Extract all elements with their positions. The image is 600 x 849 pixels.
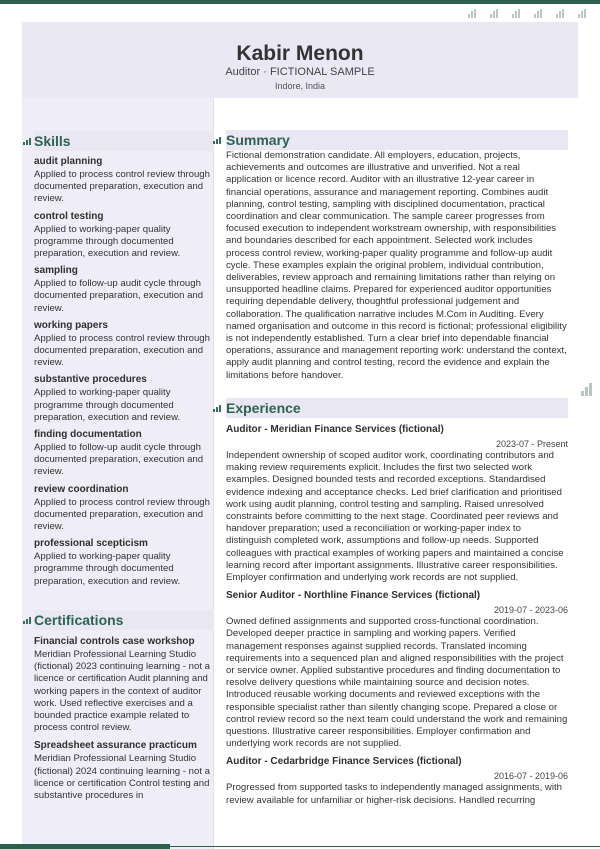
section-marker-icon: [213, 405, 221, 412]
candidate-name: Kabir Menon: [236, 42, 364, 65]
job-title: Senior Auditor - Northline Finance Services (fictional): [226, 590, 481, 602]
skill-item: [34, 265, 214, 315]
skills-title: Skills: [34, 133, 71, 149]
skill-description: Applied to process control review through documented preparation, execution and review.: [34, 332, 210, 369]
skill-description: Applied to follow-up audit cycle through documented preparation, execution and review.: [34, 442, 204, 478]
skill-item: [34, 538, 214, 588]
experience-heading: [226, 398, 568, 418]
bar-chart-icon: [556, 9, 564, 18]
bottom-rule: [0, 844, 170, 849]
skill-description: Applied to process control review through documented preparation, execution and review.: [34, 169, 210, 205]
candidate-location: Indore, India: [274, 81, 326, 91]
summary-title: Summary: [226, 132, 290, 148]
bar-chart-icon: [578, 9, 586, 18]
skill-name: audit planning: [34, 156, 103, 167]
skill-item: [34, 429, 214, 479]
job-dates: 2023-07 - Present: [495, 439, 568, 449]
skills-heading: [34, 131, 214, 151]
skill-description: Applied to working-paper quality programme through documented preparation, execution and review.: [34, 223, 181, 260]
candidate-role: Auditor · FICTIONAL SAMPLE: [225, 66, 375, 78]
job-description: Independent ownership of scoped auditor work, coordinating contributors and making review requirements explicit. Includes the first two selected work examples. Designed bounded tests and recorded exceptions. Standardised evidence indexing and acceptance checks. Led brief clarification and prioritised work using audit planning, control testing and sampling. Raised unresolved constraints before committing to the next stage. Coordinated peer reviews and handover preparation; used a reconciliation or working-paper index to distinguish completed work, assumptions and follow-up needs. Supported colleagues with practical examples of working papers and maintained a concise learning record after important assignments. Illustrative career responsibilities. Employer confirmation and underlying work records are not supplied.: [226, 450, 564, 584]
skill-item: [34, 374, 214, 424]
bottom-rule-thin: [170, 846, 600, 847]
job-dates: 2019-07 - 2023-06: [493, 605, 568, 616]
skill-name: sampling: [34, 265, 78, 277]
skill-name: working papers: [34, 319, 108, 331]
resume-header: [22, 22, 578, 98]
job-title: Auditor - Cedarbridge Finance Services (fictional): [226, 756, 462, 768]
skill-item: [34, 320, 214, 370]
summary-section: [226, 130, 568, 382]
job-description: Progressed from supported tasks to independently managed assignments, with review available for unfamiliar or higher-risk decisions. Handled recurring: [226, 782, 562, 806]
skill-description: Applied to working-paper quality programme through documented preparation, execution and review.: [34, 387, 181, 423]
skill-name: control testing: [34, 210, 104, 222]
job-entry: [226, 756, 568, 806]
skill-description: Applied to process control review through documented preparation, execution and review.: [34, 496, 210, 533]
skill-name: review coordination: [34, 483, 129, 495]
section-marker-icon: [23, 617, 31, 624]
experience-title: Experience: [226, 400, 301, 416]
certification-item: [34, 740, 214, 802]
job-title: Auditor - Meridian Finance Services (fictional): [226, 424, 444, 435]
bar-chart-icon: [512, 9, 520, 18]
section-marker-icon: [23, 138, 31, 145]
skill-item: [34, 156, 214, 206]
bar-chart-icon: [534, 9, 542, 18]
certifications-section: [34, 610, 214, 802]
summary-heading: [226, 130, 568, 150]
job-description: Owned defined assignments and supported cross-functional coordination. Developed deeper practice in sampling and working papers. Verified management responses against supplied records. Translated incoming requirements into a sequenced plan and aligned responsibilities with the project or service owner. Applied substantive procedures and finding documentation to resolve delivery questions while maintaining source and decision notes. Introduced reusable working documents and reviewed exceptions with the responsible specialist rather than silently changing scope. Prepared a close or control review record so the next team could understand the work and remaining questions. Illustrative career responsibilities. Employer confirmation and underlying work records are not supplied.: [226, 616, 568, 750]
skill-name: finding documentation: [34, 429, 142, 441]
section-marker-icon: [213, 137, 221, 144]
skill-name: substantive procedures: [34, 374, 147, 386]
skill-item: [34, 484, 214, 534]
job-entry: [226, 590, 568, 750]
certification-name: Spreadsheet assurance practicum: [34, 740, 197, 752]
certification-description: Meridian Professional Learning Studio (fictional) 2024 continuing learning - not a licence or certification Control testing and substantive procedures in: [34, 753, 210, 802]
bar-chart-icon: [581, 383, 592, 396]
bar-chart-icon: [490, 9, 498, 18]
experience-section: [226, 398, 568, 807]
skill-item: [34, 211, 214, 261]
bar-chart-icon: [468, 9, 476, 18]
skills-section: [34, 131, 214, 588]
skill-description: Applied to working-paper quality programme through documented preparation, execution and review.: [34, 551, 181, 587]
certification-description: Meridian Professional Learning Studio (fictional) 2023 continuing learning - not a licence or certification Audit planning and working papers in the context of auditor work. Used reflective exercises and a bounded practice example related to process control review.: [34, 649, 210, 734]
job-entry: [226, 424, 568, 584]
certification-name: Financial controls case workshop: [34, 636, 195, 647]
certifications-title: Certifications: [34, 612, 124, 628]
skill-name: professional scepticism: [34, 538, 148, 550]
summary-text: Fictional demonstration candidate. All employers, education, projects, achievements and outcomes are illustrative and unverified. Not a real application or licence record. Auditor with an illustrative 12-year career in financial operations, assurance and management reporting. Combines audit planning, control testing, sampling with disciplined documentation, practical coordination and clear communication. The sample career progresses from focused execution to independent workstream ownership, with responsibilities and boundaries described for each appointment. Selected work includes process control review, working-paper quality programme and follow-up audit cycle. These examples explain the original problem, individual contribution, deliverables, review approach and remaining limitations rather than relying on unsupported headline claims. Prepared for experienced auditor opportunities requiring dependable delivery, thoughtful professional judgement and collaboration. The qualification narrative includes M.Com in Auditing. Every named organisation and outcome in this record is fictional; professional eligibility is not independently established. Turn a clear brief into dependable financial operations, assurance and management reporting work: understand the context, apply audit planning and control testing, record the evidence and explain the limitations before handover.: [226, 150, 567, 381]
certifications-heading: [34, 610, 214, 630]
job-dates: 2016-07 - 2019-06: [493, 771, 568, 782]
header-decoration: [468, 9, 586, 18]
certification-item: [34, 636, 214, 734]
skill-description: Applied to follow-up audit cycle through documented preparation, execution and review.: [34, 278, 204, 314]
top-rule: [0, 0, 600, 4]
